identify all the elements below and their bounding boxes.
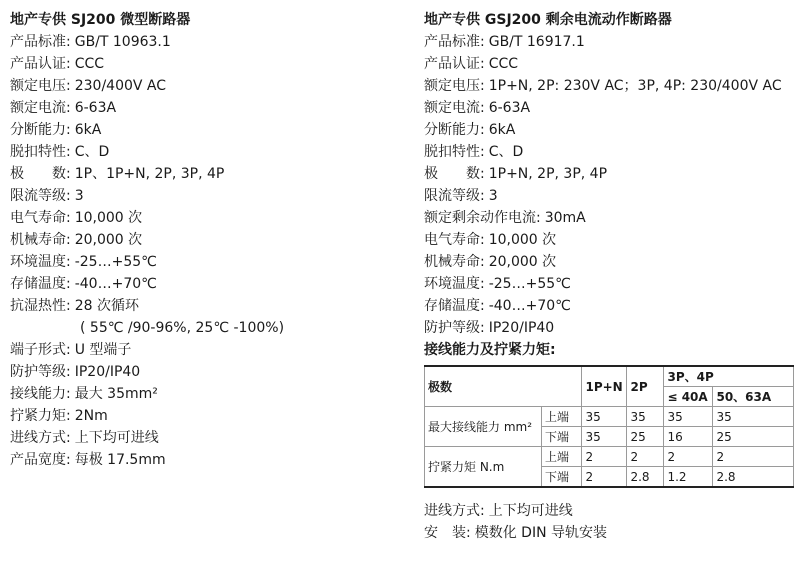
spec-row [10,163,400,185]
table-cell: 2 [664,447,713,467]
sj200-title: 地产专供 SJ200 微型断路器 [10,12,191,28]
table-cell: 16 [664,427,713,447]
spec-value: 30mA [544,210,586,226]
spec-row [10,207,400,229]
spec-key: 额定电压: [10,78,71,94]
spec-value: 10,000 次 [74,210,143,226]
header-2p: 2P [627,366,664,407]
sj200-spec-list-2 [10,339,400,471]
table-row [425,407,794,427]
spec-value: 20,000 次 [488,254,557,270]
spec-key: 产品认证: [424,56,485,72]
spec-key: 拧紧力矩: [10,408,71,424]
spec-value: 20,000 次 [74,232,143,248]
spec-row [10,31,400,53]
spec-key: 端子形式: [10,342,71,358]
cap-label: 最大接线能力 mm² [425,407,542,447]
table-cell: 35 [582,407,627,427]
spec-value: 最大 35mm² [74,386,158,402]
spec-row [424,185,796,207]
spec-value: 1P+N, 2P: 230V AC；3P, 4P: 230/400V AC [488,78,782,94]
table-cell: 35 [627,407,664,427]
table-cell: 2 [627,447,664,467]
spec-value: -40…+70℃ [74,276,157,292]
spec-row [424,317,796,339]
spec-key: 进线方式: [424,503,485,519]
spec-value: 上下均可进线 [74,430,159,446]
spec-key: 分断能力: [10,122,71,138]
spec-row [10,361,400,383]
spec-row [424,163,796,185]
gsj200-footer-list [424,500,796,544]
gsj200-spec-list [424,31,796,339]
spec-value: 6-63A [74,100,117,116]
spec-value: 3 [74,188,84,204]
header-1pn: 1P+N [582,366,627,407]
spec-value: CCC [488,56,519,72]
spec-value: IP20/IP40 [488,320,555,336]
spec-key: 安 装: [424,525,471,541]
spec-row [10,449,400,471]
spec-row [10,119,400,141]
spec-key: 抗湿热性: [10,298,71,314]
spec-key: 额定电流: [424,100,485,116]
spec-key: 分断能力: [424,122,485,138]
spec-value: 28 次循环 [74,298,139,314]
tq-upper-label: 上端 [542,447,582,467]
spec-row [10,141,400,163]
spec-value: GB/T 16917.1 [488,34,585,50]
cap-upper-label: 上端 [542,407,582,427]
table-cell: 2.8 [627,467,664,488]
spec-key: 环境温度: [424,276,485,292]
sj200-spec-list [10,31,400,317]
header-poles: 极数 [425,366,582,407]
spec-row [10,273,400,295]
spec-key: 存储温度: [10,276,71,292]
torque-label: 拧紧力矩 N.m [425,447,542,488]
spec-key: 产品标准: [424,34,485,50]
spec-key: 防护等级: [424,320,485,336]
spec-value: 6kA [74,122,102,138]
spec-value: -25…+55℃ [488,276,571,292]
spec-value: 1P+N, 2P, 3P, 4P [488,166,608,182]
table-cell: 2 [582,467,627,488]
spec-key: 机械寿命: [424,254,485,270]
spec-row [10,339,400,361]
header-50-63a: 50、63A [713,387,794,407]
spec-row [10,251,400,273]
spec-key: 额定电压: [424,78,485,94]
gsj200-spec-column [424,0,796,544]
spec-value: GB/T 10963.1 [74,34,171,50]
wiring-torque-table [424,365,794,488]
spec-row [424,522,796,544]
header-le40a: ≤ 40A [664,387,713,407]
spec-row [10,75,400,97]
spec-row [10,383,400,405]
spec-value: 230/400V AC [74,78,167,94]
spec-value: C、D [488,144,524,160]
table-row [425,447,794,467]
spec-value: C、D [74,144,110,160]
spec-row [424,295,796,317]
spec-key: 限流等级: [424,188,485,204]
table-cell: 25 [713,427,794,447]
spec-row [10,53,400,75]
table-cell: 35 [582,427,627,447]
spec-key: 机械寿命: [10,232,71,248]
spec-row [424,141,796,163]
spec-key: 环境温度: [10,254,71,270]
spec-row [10,427,400,449]
header-3p4p: 3P、4P [664,366,794,387]
spec-value: 模数化 DIN 导轨安装 [474,525,608,541]
table-title: 接线能力及拧紧力矩: [424,342,556,358]
spec-value: IP20/IP40 [74,364,141,380]
spec-value: 6kA [488,122,516,138]
spec-key: 额定电流: [10,100,71,116]
spec-value: 6-63A [488,100,531,116]
spec-value: CCC [74,56,105,72]
spec-row [424,97,796,119]
spec-row [424,119,796,141]
spec-key: 电气寿命: [424,232,485,248]
spec-row [424,500,796,522]
table-cell: 2.8 [713,467,794,488]
table-cell: 25 [627,427,664,447]
spec-row [10,185,400,207]
tq-lower-label: 下端 [542,467,582,488]
spec-key: 产品认证: [10,56,71,72]
spec-value: 上下均可进线 [488,503,573,519]
spec-row [424,251,796,273]
spec-key: 接线能力: [10,386,71,402]
spec-row [424,31,796,53]
spec-key: 脱扣特性: [424,144,485,160]
spec-row [424,229,796,251]
spec-row [10,405,400,427]
sj200-spec-column [10,0,400,471]
spec-row [10,295,400,317]
cap-lower-label: 下端 [542,427,582,447]
spec-row [10,229,400,251]
table-cell: 2 [582,447,627,467]
spec-key: 防护等级: [10,364,71,380]
table-cell: 35 [713,407,794,427]
spec-key: 极 数: [424,166,485,182]
humidity-note: ( 55℃ /90-96%, 25℃ -100%) [80,320,285,336]
spec-key: 额定剩余动作电流: [424,210,541,226]
spec-value: 每极 17.5mm [74,452,166,468]
spec-key: 产品宽度: [10,452,71,468]
spec-key: 电气寿命: [10,210,71,226]
table-cell: 2 [713,447,794,467]
spec-row [424,207,796,229]
spec-key: 进线方式: [10,430,71,446]
spec-key: 存储温度: [424,298,485,314]
spec-key: 脱扣特性: [10,144,71,160]
table-cell: 1.2 [664,467,713,488]
spec-key: 产品标准: [10,34,71,50]
spec-key: 极 数: [10,166,71,182]
spec-row [424,273,796,295]
spec-value: -40…+70℃ [488,298,571,314]
spec-value: 10,000 次 [488,232,557,248]
table-header-row [425,366,794,387]
spec-value: 2Nm [74,408,108,424]
spec-key: 限流等级: [10,188,71,204]
spec-row [424,53,796,75]
gsj200-title: 地产专供 GSJ200 剩余电流动作断路器 [424,12,672,28]
spec-value: U 型端子 [74,342,132,358]
spec-value: 3 [488,188,498,204]
spec-row [10,97,400,119]
spec-row [424,75,796,97]
spec-value: 1P、1P+N, 2P, 3P, 4P [74,166,225,182]
table-cell: 35 [664,407,713,427]
spec-value: -25…+55℃ [74,254,157,270]
